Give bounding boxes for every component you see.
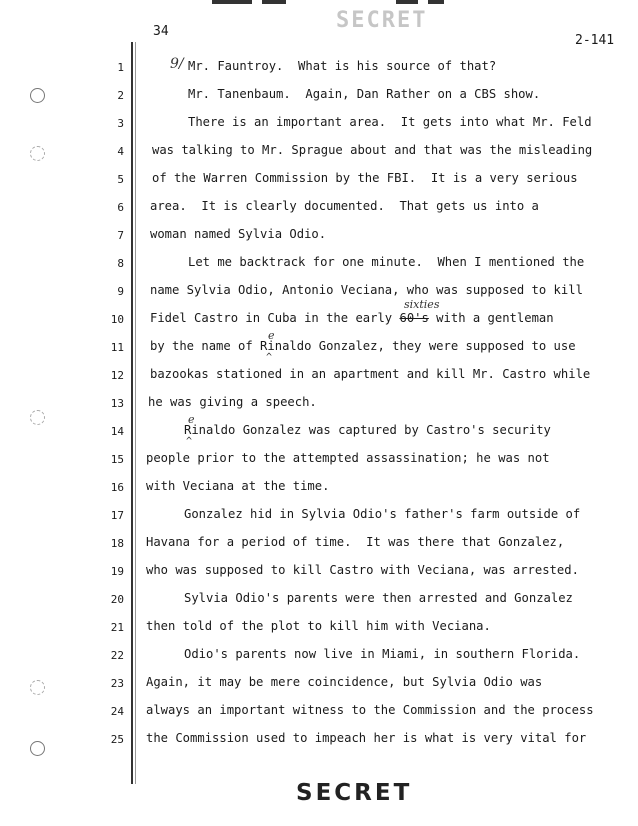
insertion-caret-icon: ^ — [186, 436, 193, 447]
punch-hole-icon — [30, 680, 45, 695]
transcript-line: area. It is clearly documented. That gets us into a — [150, 199, 539, 213]
line-number: 19 — [110, 565, 124, 578]
line-number: 11 — [110, 341, 124, 354]
line-number: 25 — [110, 733, 124, 746]
line-number: 16 — [110, 481, 124, 494]
transcript-line: Again, it may be mere coincidence, but Sylvia Odio was — [146, 675, 543, 689]
line-number: 20 — [110, 593, 124, 606]
transcript-line: Mr. Fauntroy. What is his source of that? — [188, 59, 497, 73]
line-number: 12 — [110, 369, 124, 382]
transcript-line: the Commission used to impeach her is what is very vital for — [146, 731, 587, 745]
transcript-line: Rinaldo Gonzalez was captured by Castro's security — [184, 423, 551, 437]
line-number: 13 — [110, 397, 124, 410]
top-edge-mark — [212, 0, 252, 4]
handwritten-correction-sixties: sixties — [404, 298, 440, 311]
struck-text: 60's — [399, 311, 429, 325]
transcript-line: name Sylvia Odio, Antonio Veciana, who was supposed to kill — [150, 283, 583, 297]
page-number: 34 — [153, 24, 169, 39]
top-edge-mark — [428, 0, 444, 4]
transcript-line: Sylvia Odio's parents were then arrested and Gonzalez — [184, 591, 573, 605]
line-number: 8 — [117, 257, 124, 270]
transcript-line: There is an important area. It gets into what Mr. Feld — [188, 115, 592, 129]
line-number: 10 — [110, 313, 124, 326]
line-number: 1 — [117, 61, 124, 74]
document-number: 2-141 — [575, 33, 615, 48]
line-number: 7 — [117, 229, 124, 242]
insertion-caret-icon: ^ — [266, 352, 273, 363]
line-number: 14 — [110, 425, 124, 438]
classification-stamp-top: SECRET — [336, 8, 428, 33]
transcript-line: who was supposed to kill Castro with Veciana, was arrested. — [146, 563, 579, 577]
margin-rule — [131, 42, 133, 784]
punch-hole-icon — [30, 146, 45, 161]
transcript-line: was talking to Mr. Sprague about and that was the misleading — [152, 143, 593, 157]
handwritten-correction-e: e — [188, 413, 195, 426]
punch-hole-icon — [30, 741, 45, 756]
margin-rule — [135, 42, 136, 784]
transcript-line: Mr. Tanenbaum. Again, Dan Rather on a CBS show. — [188, 87, 541, 101]
transcript-line: woman named Sylvia Odio. — [150, 227, 327, 241]
handwritten-correction-e: e — [268, 329, 275, 342]
transcript-line: Gonzalez hid in Sylvia Odio's father's farm outside of — [184, 507, 581, 521]
line-number: 24 — [110, 705, 124, 718]
classification-stamp-bottom: SECRET — [296, 780, 413, 806]
transcript-line: with Veciana at the time. — [146, 479, 330, 493]
line-number: 23 — [110, 677, 124, 690]
transcript-line: Havana for a period of time. It was there that Gonzalez, — [146, 535, 565, 549]
transcript-line: people prior to the attempted assassination; he was not — [146, 451, 550, 465]
line-number: 15 — [110, 453, 124, 466]
transcript-line: he was giving a speech. — [148, 395, 317, 409]
line-number: 4 — [117, 145, 124, 158]
top-edge-mark — [396, 0, 418, 4]
punch-hole-icon — [30, 88, 45, 103]
line-number: 17 — [110, 509, 124, 522]
punch-hole-icon — [30, 410, 45, 425]
transcript-line: Let me backtrack for one minute. When I mentioned the — [188, 255, 585, 269]
line-number: 22 — [110, 649, 124, 662]
handwritten-speaker-mark: 9/ — [170, 56, 184, 72]
transcript-line: Fidel Castro in Cuba in the early 60's with a gentleman — [150, 311, 554, 325]
transcript-line: Odio's parents now live in Miami, in southern Florida. — [184, 647, 581, 661]
line-number: 21 — [110, 621, 124, 634]
transcript-line: then told of the plot to kill him with Veciana. — [146, 619, 491, 633]
transcript-line: bazookas stationed in an apartment and kill Mr. Castro while — [150, 367, 591, 381]
transcript-line: by the name of Rinaldo Gonzalez, they were supposed to use — [150, 339, 576, 353]
line-number: 18 — [110, 537, 124, 550]
line-number: 3 — [117, 117, 124, 130]
line-number: 2 — [117, 89, 124, 102]
line-number: 5 — [117, 173, 124, 186]
transcript-line: of the Warren Commission by the FBI. It is a very serious — [152, 171, 578, 185]
transcript-line: always an important witness to the Commission and the process — [146, 703, 594, 717]
line-number: 9 — [117, 285, 124, 298]
line-number: 6 — [117, 201, 124, 214]
top-edge-mark — [262, 0, 286, 4]
